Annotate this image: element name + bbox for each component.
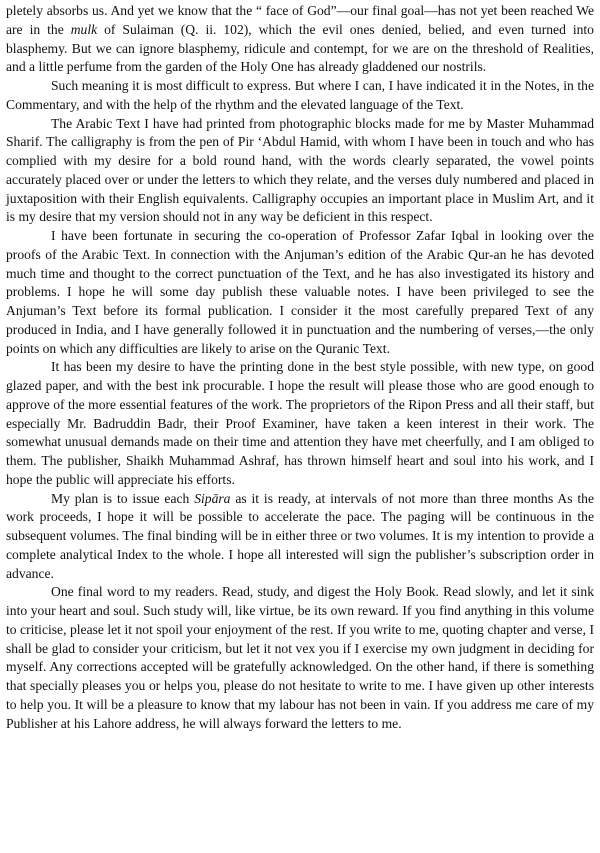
text-run: My plan is to issue each (51, 490, 195, 506)
paragraph-5 (6, 358, 594, 489)
text-run: of Sulaiman (Q. ii. 102), which the evil ones denied, belied, and even turned into blasphemy. But we can ignore blasphemy, ridicule and contempt, for we are on the threshold of Realities, and a little perfume from the garden of the Holy One has already gladdened our nostrils. (6, 21, 594, 75)
paragraph-6 (6, 490, 594, 584)
text-run: It has been my desire to have the printing done in the best style possible, with new type, on good glazed paper, and with the best ink procurable. I hope the result will please those who are good enough to approve of the more essential features of the work. The proprietors of the Ripon Press and all their staff, but especially Mr. Badruddin Badr, their Proof Examiner, have taken a keen interest in their work. The somewhat unusual demands made on their time and attention they have met cheerfully, and I am obliged to them. The publisher, Shaikh Muhammad Ashraf, has thrown himself heart and soul into his work, and I hope the public will appreciate his efforts. (6, 359, 594, 487)
text-run: I have been fortunate in securing the co-operation of Professor Zafar Iqbal in looking over the proofs of the Arabic Text. In connection with the Anjuman’s edition of the Arabic Qur-an he has devoted much time and thought to the correct punctuation of the Text, and he has also investigated its history and problems. I hope he will some day publish these valuable notes. I have been privileged to see the Anjuman’s Text before its formal publication. I consider it the most carefully prepared Text of any produced in India, and I have generally followed it in punctuation and the numbering of verses,—the only points on which any difficulties are likely to arise on the Quranic Text. (6, 228, 594, 356)
text-run: as it is ready, at intervals of not more than three months As the work proceeds, I hope it will be possible to accelerate the pace. The paging will be continuous in the subsequent volumes. The final binding will be in either three or two volumes. It is my intention to provide a complete analytical Index to the whole. I hope all interested will sign the publisher’s subscription order in advance. (6, 490, 595, 581)
text-run: Such meaning it is most difficult to express. But where I can, I have indicated it in the Notes, in the Commentary, and with the help of the rhythm and the elevated language of the Text. (6, 78, 594, 112)
paragraph-4 (6, 227, 594, 358)
text-run: The Arabic Text I have had printed from photographic blocks made for me by Master Muhammad Sharif. The calligraphy is from the pen of Pir ‘Abdul Hamid, with whom I have been in touch and who has complied with my desire for a bold round hand, with the words clearly separated, the vowel points accurately placed over or under the letters to which they relate, and the verses duly numbered and placed in juxtaposition with their English equivalents. Calligraphy occupies an important place in Muslim Art, and it is my desire that my version should not in any way be deficient in this respect. (6, 115, 594, 225)
paragraph-2 (6, 77, 594, 115)
text-run: pletely absorbs us. And yet we know that the “ face of God”—our final goal—has not yet been reached We are in the (6, 3, 594, 37)
text-run: One final word to my readers. Read, study, and digest the Holy Book. Read slowly, and let it sink into your heart and soul. Such study will, like virtue, be its own reward. If you find anything in this volume to criticise, please let it not spoil your enjoyment of the rest. If you write to me, quoting chapter and verse, I shall be glad to consider your criticism, but let it not vex you if I exercise my own judgment in deciding for myself. Any corrections accepted will be gratefully acknowledged. On the other hand, if there is something that specially pleases you or helps you, please do not hesitate to write to me. I have given up other interests to help you. It will be a pleasure to know that my labour has not been in vain. If you address me care of my Publisher at his Lahore address, he will always forward the letters to me. (6, 584, 594, 731)
paragraph-1 (6, 2, 594, 77)
document-page (6, 2, 594, 850)
paragraph-7 (6, 583, 594, 733)
italic-term-mulk: mulk (70, 21, 98, 37)
italic-term-sipara: Sipāra (194, 490, 231, 506)
paragraph-3 (6, 115, 594, 228)
